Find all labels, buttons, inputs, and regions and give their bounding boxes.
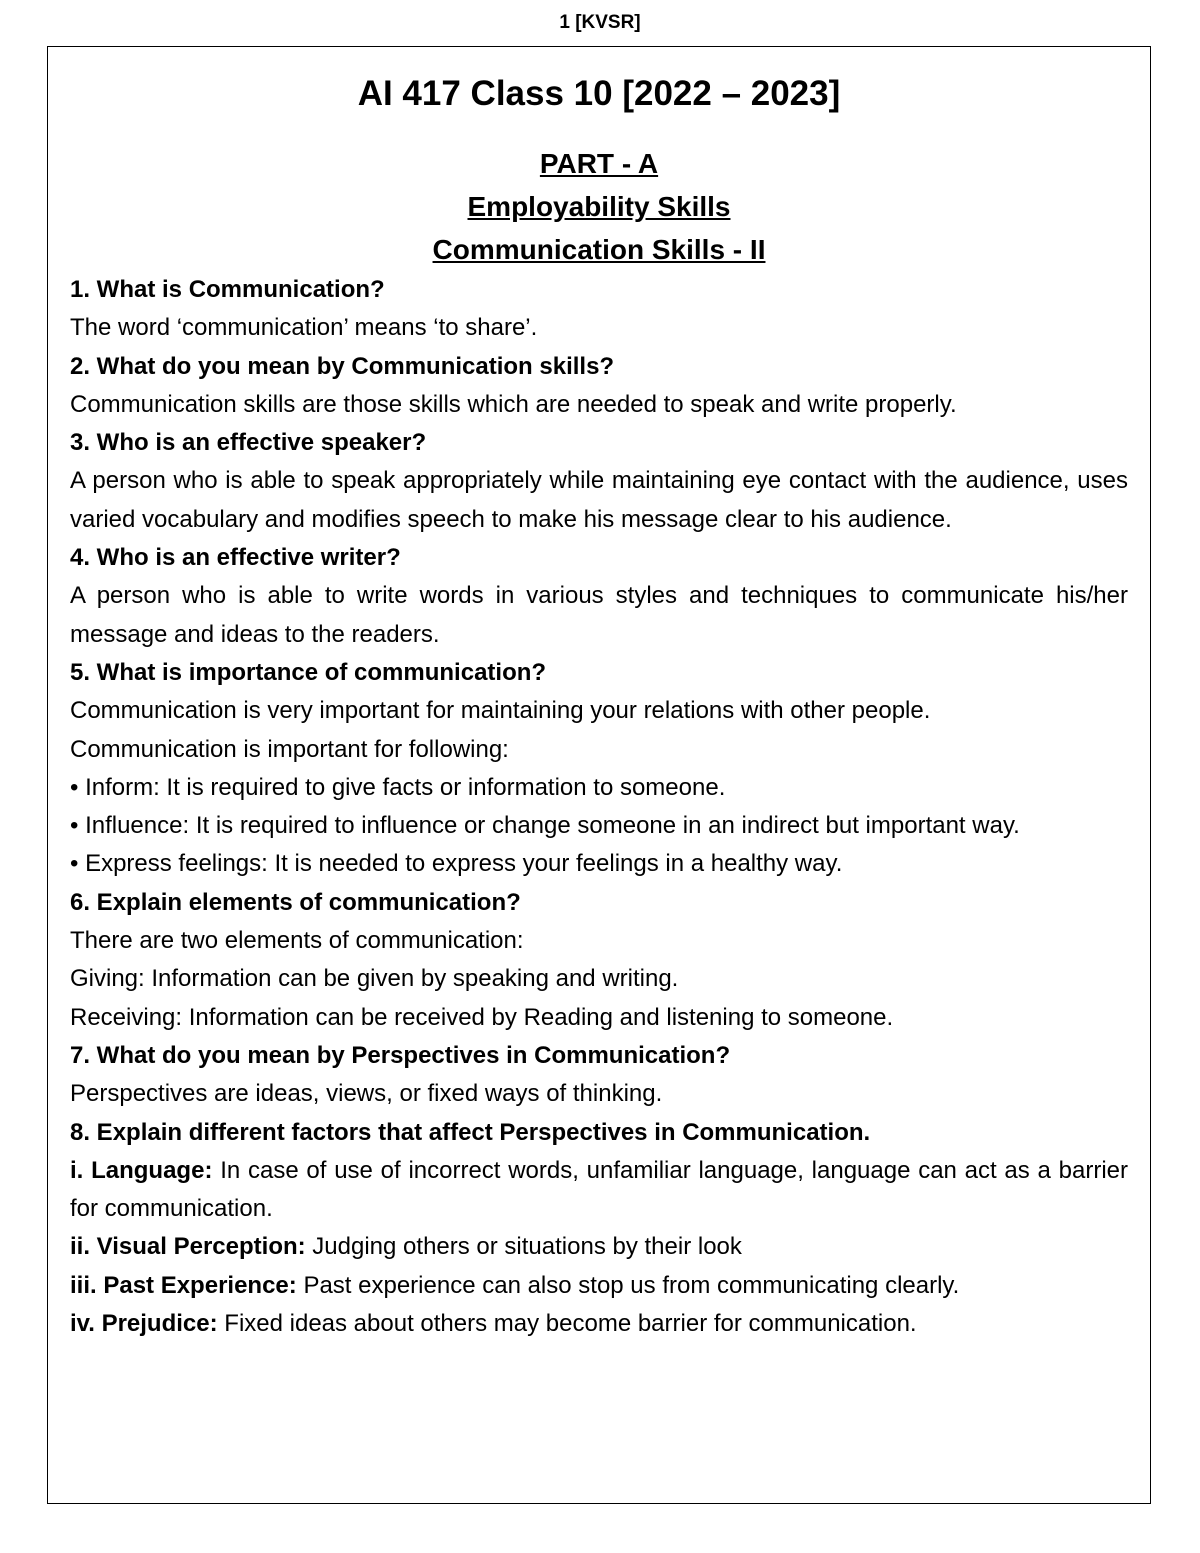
bullet-express-feelings: • Express feelings: It is needed to express your feelings in a healthy way. [70,850,843,878]
answer-1: The word ‘communication’ means ‘to share’. [70,314,538,342]
factor-visual-perception-text: Judging others or situations by their look [305,1233,742,1261]
question-3: 3. Who is an effective speaker? [70,429,427,457]
answer-6-receiving: Receiving: Information can be received by Reading and listening to someone. [70,1003,894,1031]
factor-past-experience-term: iii. Past Experience: [70,1271,297,1299]
factor-language [70,1152,1128,1229]
bullet-inform: • Inform: It is required to give facts or information to someone. [70,773,726,801]
document-body [70,70,1128,1343]
question-2: 2. What do you mean by Communication skills? [70,352,615,380]
factor-language-text: In case of use of incorrect words, unfamiliar language, language can act as a barrier for communication. [70,1156,1128,1223]
answer-6-line-1: There are two elements of communication: [70,927,524,955]
factor-prejudice-text: Fixed ideas about others may become barrier for communication. [217,1310,917,1338]
factor-visual-perception-term: ii. Visual Perception: [70,1233,306,1261]
factor-prejudice-term: iv. Prejudice: [70,1310,218,1338]
unit-heading [70,228,1128,271]
answer-5-line-1: Communication is very important for maintaining your relations with other people. [70,697,931,725]
answer-3: A person who is able to speak appropriately while maintaining eye contact with the audience, uses varied vocabulary and modifies speech to make his message clear to his audience. [70,467,1128,533]
unit-heading-text: Communication Skills - II [432,234,766,265]
answer-5-line-2: Communication is important for following: [70,735,509,763]
answer-2: Communication skills are those skills which are needed to speak and write properly. [70,390,957,418]
bullet-influence: • Influence: It is required to influence or change someone in an indirect but important way. [70,812,1020,840]
question-1: 1. What is Communication? [70,276,385,303]
page-number-header: 1 [KVSR] [559,12,641,33]
factor-language-term: i. Language: [70,1156,213,1184]
question-4: 4. Who is an effective writer? [70,544,401,572]
question-7: 7. What do you mean by Perspectives in Communication? [70,1041,731,1069]
factor-past-experience [70,1267,1128,1305]
subject-heading [70,185,1128,228]
part-heading-text: PART - A [539,148,659,179]
part-heading [70,142,1128,185]
document-title: AI 417 Class 10 [2022 – 2023] [357,74,841,113]
question-8: 8. Explain different factors that affect Perspectives in Communication. [70,1118,871,1146]
question-5: 5. What is importance of communication? [70,658,547,686]
answer-6-giving: Giving: Information can be given by speaking and writing. [70,965,679,993]
factor-visual-perception [70,1228,1128,1266]
subject-heading-text: Employability Skills [467,191,731,222]
factor-past-experience-text: Past experience can also stop us from communicating clearly. [296,1271,960,1299]
answer-4: A person who is able to write words in various styles and techniques to communicate his/her message and ideas to the readers. [70,582,1128,648]
answer-7: Perspectives are ideas, views, or fixed ways of thinking. [70,1080,663,1108]
question-6: 6. Explain elements of communication? [70,888,521,916]
factor-prejudice [70,1305,1128,1343]
